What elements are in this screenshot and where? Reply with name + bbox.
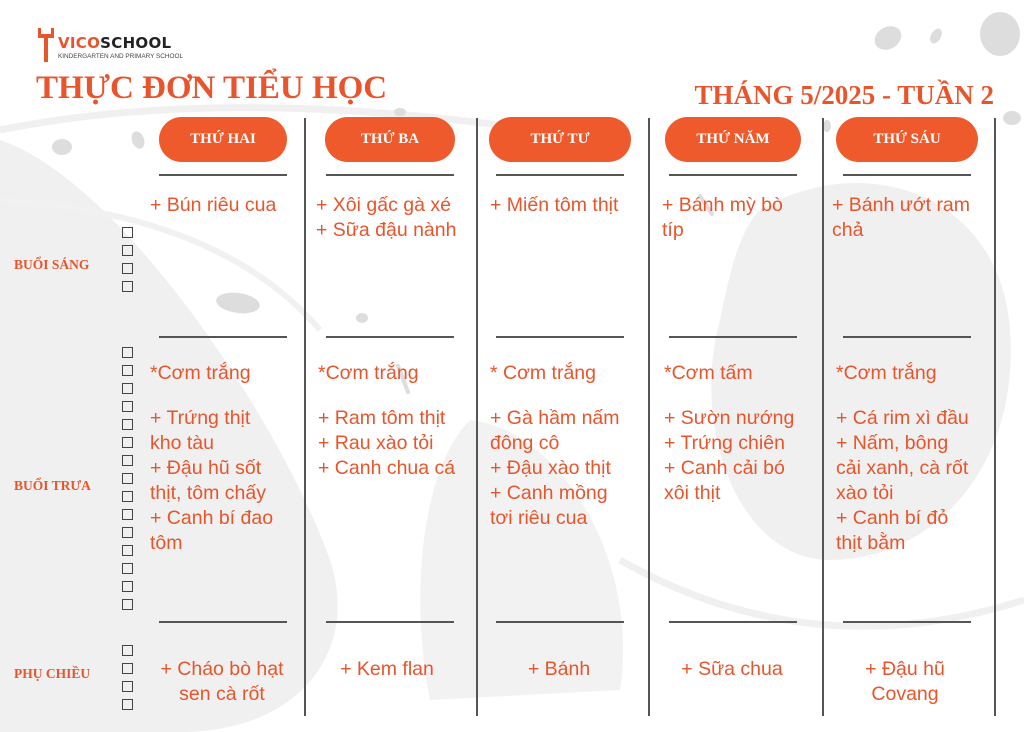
day-header-1: THỨ HAI [159, 117, 287, 162]
checkbox[interactable] [122, 263, 133, 274]
day-header-4: THỨ NĂM [665, 117, 801, 162]
section-rule [496, 174, 624, 176]
section-rule [159, 174, 287, 176]
menu-item-line: + Đậu hũ sốt [150, 457, 262, 479]
section-rule [159, 621, 287, 623]
menu-cell [318, 361, 470, 481]
menu-item-line: sen cà rốt [179, 683, 265, 705]
menu-cell [664, 361, 816, 506]
spacer [150, 386, 298, 406]
meal-label: BUỔI SÁNG [14, 257, 90, 272]
menu-item-line: + Bánh ướt ram [832, 194, 971, 216]
checkbox[interactable] [122, 401, 133, 412]
checkbox-column [122, 347, 134, 617]
menu-cell [648, 657, 816, 682]
section-rule [843, 174, 971, 176]
column-divider [648, 118, 650, 716]
menu-item-line: Covang [871, 683, 939, 705]
checkbox[interactable] [122, 663, 133, 674]
menu-cell [836, 361, 988, 556]
menu-item-line: + Sữa chua [681, 658, 783, 680]
menu-item-line: cải xanh, cà rốt [836, 457, 969, 479]
checkbox[interactable] [122, 473, 133, 484]
day-header-3: THỨ TƯ [489, 117, 631, 162]
menu-item-line: + Canh mồng [490, 482, 608, 504]
checkbox[interactable] [122, 419, 133, 430]
column-divider [822, 118, 824, 716]
meal-label: BUỔI TRƯA [14, 478, 91, 493]
menu-item-line: * Cơm trắng [490, 362, 596, 384]
menu-item-line: xôi thịt [664, 482, 721, 504]
checkbox[interactable] [122, 455, 133, 466]
spacer [490, 386, 642, 406]
checkbox[interactable] [122, 645, 133, 656]
menu-cell [146, 657, 298, 707]
menu-item-line: + Đậu hũ [865, 658, 945, 680]
menu-item-line: *Cơm tấm [664, 362, 753, 384]
menu-item-line: *Cơm trắng [836, 362, 937, 384]
checkbox-column [122, 645, 134, 717]
spacer [318, 386, 470, 406]
menu-item-line: + Xôi gấc gà xé [316, 194, 451, 216]
section-rule [669, 336, 797, 338]
menu-item-line: đông cô [490, 432, 560, 454]
checkbox[interactable] [122, 581, 133, 592]
spacer [664, 386, 816, 406]
checkbox[interactable] [122, 281, 133, 292]
checkbox[interactable] [122, 681, 133, 692]
menu-item-line: + Canh cải bó [664, 457, 785, 479]
checkbox-column [122, 227, 134, 299]
checkbox[interactable] [122, 527, 133, 538]
day-header-5: THỨ SÁU [836, 117, 978, 162]
menu-item-line: xào tỏi [836, 482, 894, 504]
checkbox[interactable] [122, 545, 133, 556]
menu-item-line: chả [832, 219, 864, 241]
section-rule [159, 336, 287, 338]
section-rule [326, 336, 454, 338]
checkbox[interactable] [122, 509, 133, 520]
checkbox[interactable] [122, 383, 133, 394]
menu-item-line: *Cơm trắng [150, 362, 251, 384]
section-rule [496, 621, 624, 623]
menu-item-line: + Canh bí đỏ [836, 507, 949, 529]
section-rule [669, 621, 797, 623]
menu-item-line: + Trứng chiên [664, 432, 785, 454]
period-title: THÁNG 5/2025 - TUẦN 2 [694, 80, 994, 110]
logo-name: VICOSCHOOL [58, 34, 172, 52]
menu-item-line: + Cháo bò hạt [160, 658, 284, 680]
menu-item-line: + Đậu xào thịt [490, 457, 611, 479]
menu-item-line: + Ram tôm thịt [318, 407, 446, 429]
section-rule [326, 621, 454, 623]
column-divider [476, 118, 478, 716]
checkbox[interactable] [122, 599, 133, 610]
menu-item-line: + Canh chua cá [318, 457, 456, 479]
menu-item-line: + Gà hầm nấm [490, 407, 620, 429]
checkbox[interactable] [122, 365, 133, 376]
menu-item-line: + Sữa đậu nành [316, 219, 457, 241]
logo-subtitle: KINDERGARTEN AND PRIMARY SCHOOL [58, 53, 184, 60]
menu-item-line: *Cơm trắng [318, 362, 419, 384]
menu-item-line: + Bánh mỳ bò [662, 194, 783, 216]
school-logo [36, 28, 184, 68]
column-divider [994, 118, 996, 716]
checkbox[interactable] [122, 699, 133, 710]
spacer [836, 386, 988, 406]
column-divider [304, 118, 306, 716]
logo-mark-icon [36, 28, 56, 64]
menu-item-line: + Bún riêu cua [150, 194, 277, 216]
checkbox[interactable] [122, 227, 133, 238]
menu-cell [304, 657, 470, 682]
section-rule [326, 174, 454, 176]
menu-item-line: + Bánh [527, 658, 591, 680]
menu-cell [490, 361, 642, 531]
checkbox[interactable] [122, 245, 133, 256]
menu-item-line: + Nấm, bông [836, 432, 949, 454]
section-rule [496, 336, 624, 338]
menu-item-line: típ [662, 219, 684, 241]
menu-item-line: thịt, tôm chấy [150, 482, 266, 504]
menu-cell [150, 361, 298, 556]
menu-item-line: tơi riêu cua [490, 507, 588, 529]
checkbox[interactable] [122, 437, 133, 448]
menu-cell [490, 193, 642, 218]
checkbox[interactable] [122, 563, 133, 574]
page-title: THỰC ĐƠN TIỂU HỌC [36, 70, 388, 106]
checkbox[interactable] [122, 491, 133, 502]
menu-item-line: tôm [150, 532, 183, 554]
menu-item-line: kho tàu [150, 432, 214, 454]
menu-item-line: + Trứng thịt [150, 407, 251, 429]
section-rule [669, 174, 797, 176]
menu-item-line: thịt bằm [836, 532, 906, 554]
menu-cell [822, 657, 988, 707]
meal-label: PHỤ CHIỀU [14, 666, 91, 681]
section-rule [843, 336, 971, 338]
menu-item-line: + Miến tôm thịt [490, 194, 619, 216]
menu-item-line: + Rau xào tỏi [318, 432, 434, 454]
menu-cell [150, 193, 298, 218]
menu-cell [316, 193, 470, 243]
checkbox[interactable] [122, 347, 133, 358]
day-header-2: THỨ BA [325, 117, 455, 162]
menu-item-line: + Cá rim xì đầu [836, 407, 969, 429]
menu-cell [662, 193, 816, 243]
menu-cell [832, 193, 988, 243]
menu-item-line: + Sườn nướng [664, 407, 795, 429]
menu-item-line: + Kem flan [340, 658, 434, 680]
menu-item-line: + Canh bí đao [150, 507, 274, 529]
section-rule [843, 621, 971, 623]
menu-cell [476, 657, 642, 682]
